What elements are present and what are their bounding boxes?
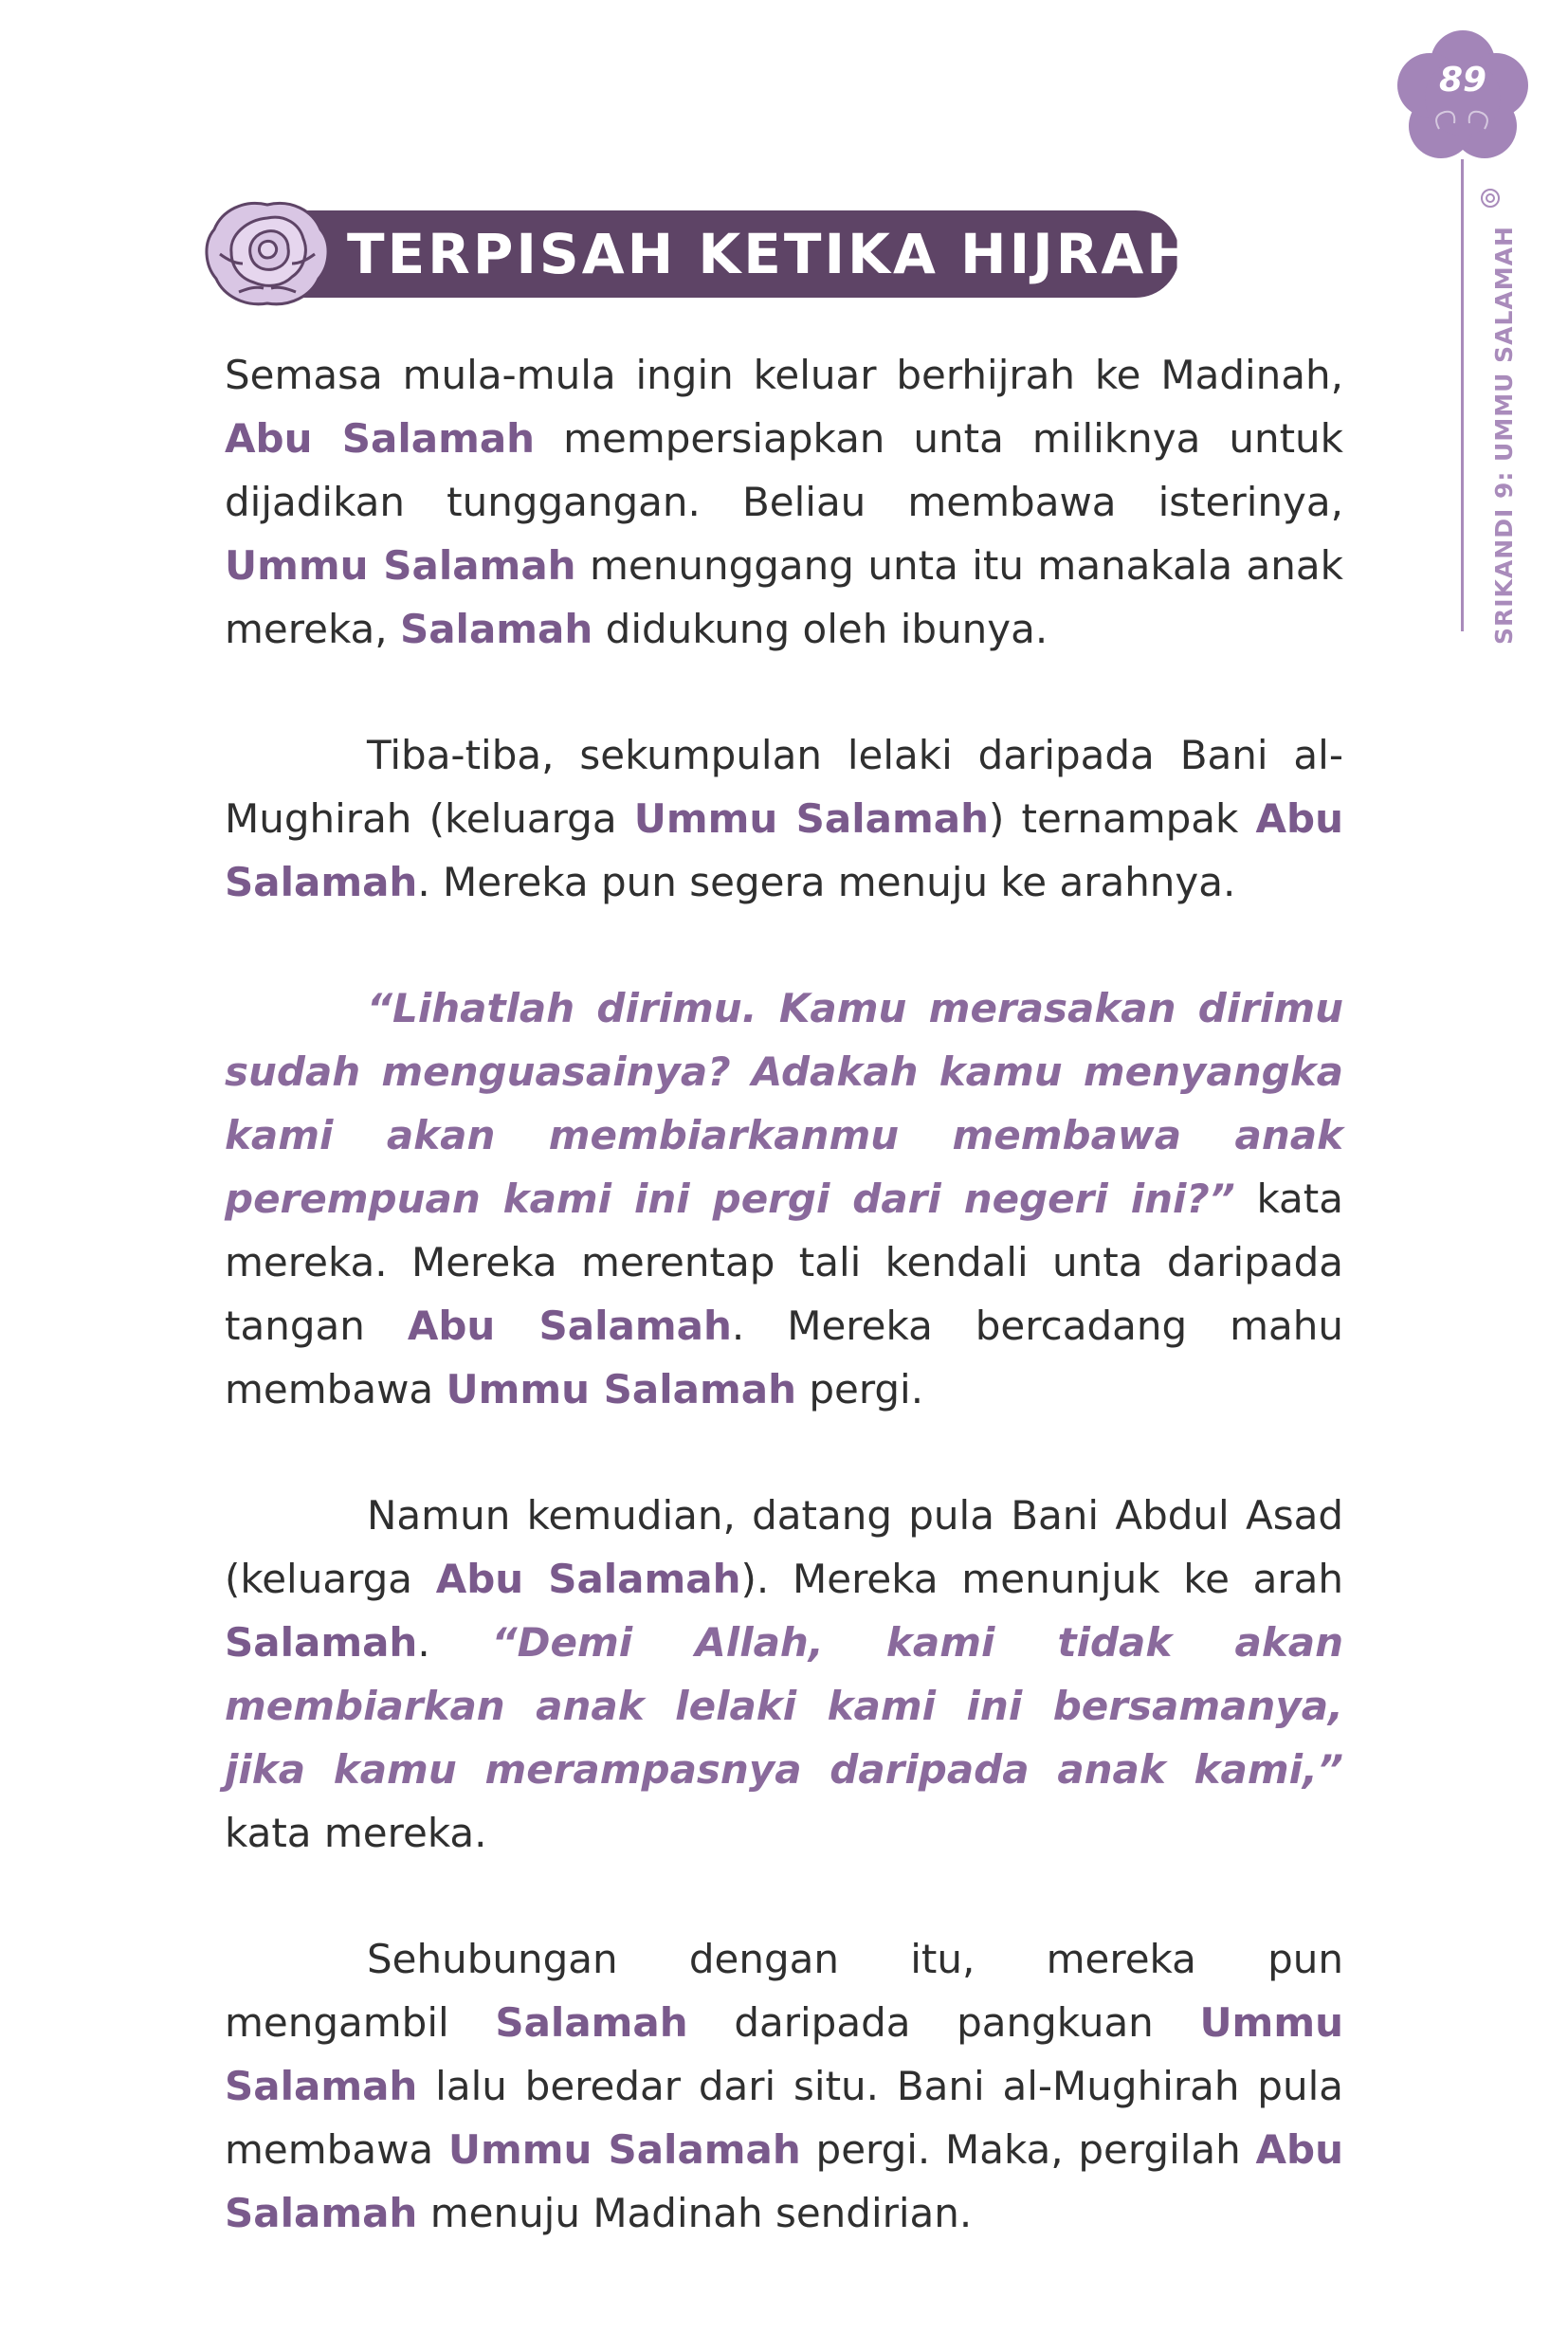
text-run: . Mereka bercadang mahu membawa [225, 1303, 1343, 1412]
quote-text: “Lihatlah dirimu. Kamu merasakan dirimu sudah menguasainya? Adakah kamu menyangka kami akan membiarkanmu membawa anak perempuan kami ini pergi dari negeri ini?” [225, 985, 1343, 1222]
paragraph [225, 1484, 1343, 1865]
text-run: pergi. Maka, pergilah [800, 2126, 1256, 2173]
paragraph [225, 1927, 1343, 2245]
side-divider-line [1461, 159, 1464, 631]
highlight-name: Ummu Salamah [633, 795, 989, 842]
highlight-name: Ummu Salamah [446, 1366, 797, 1412]
body-text [225, 343, 1343, 2245]
highlight-name: Ummu Salamah [225, 542, 576, 589]
highlight-name: Abu Salamah [225, 415, 536, 462]
page-number-badge [1392, 27, 1534, 169]
quote-text: “Demi Allah, kami tidak akan membiarkan anak lelaki kami ini bersamanya, jika kamu merampasnya daripada anak kami,” [225, 1619, 1343, 1793]
text-run: ) ternampak [989, 795, 1256, 842]
text-run: Semasa mula-mula ingin keluar berhijrah ke Madinah, [225, 352, 1343, 398]
highlight-name: Ummu Salamah [225, 1999, 1343, 2109]
highlight-name: Salamah [399, 606, 593, 652]
highlight-name: Salamah [495, 1999, 688, 2046]
highlight-name: Salamah [225, 1619, 418, 1666]
text-run: . Mereka pun segera menuju ke arahnya. [417, 859, 1236, 905]
text-run: menuju Madinah sendirian. [417, 2190, 973, 2236]
text-run: Tiba-tiba, sekumpulan lelaki daripada Bani al-Mughirah (keluarga [225, 732, 1343, 842]
running-title: SRIKANDI 9: UMMU SALAMAH [1490, 226, 1518, 645]
text-run: mempersiapkan unta miliknya untuk dijadikan tunggangan. Beliau membawa isterinya, [225, 415, 1343, 525]
text-run: lalu beredar dari situ. Bani al-Mughirah pula membawa [225, 2063, 1343, 2173]
text-run: Sehubungan dengan itu, mereka pun mengambil [225, 1936, 1343, 2046]
rose-icon [201, 197, 334, 311]
text-run: . [417, 1619, 492, 1666]
section-heading: TERPISAH KETIKA HIJRAH [347, 222, 1195, 286]
highlight-name: Abu Salamah [225, 2126, 1343, 2236]
text-run: didukung oleh ibunya. [593, 606, 1048, 652]
highlight-name: Ummu Salamah [447, 2126, 801, 2173]
text-run: daripada pangkuan [687, 1999, 1200, 2046]
text-run: Namun kemudian, datang pula Bani Abdul Asad (keluarga [225, 1492, 1343, 1602]
paragraph [225, 976, 1343, 1421]
paragraph [225, 343, 1343, 661]
highlight-name: Abu Salamah [225, 795, 1343, 905]
text-run: kata mereka. Mereka merentap tali kendali unta daripada tangan [225, 1176, 1343, 1349]
highlight-name: Abu Salamah [435, 1556, 741, 1602]
text-run: kata mereka. [225, 1810, 487, 1856]
text-run: pergi. [796, 1366, 924, 1412]
paragraph [225, 723, 1343, 914]
page-number: 89 [1438, 61, 1487, 100]
text-run: menunggang unta itu manakala anak mereka, [225, 542, 1343, 652]
highlight-name: Abu Salamah [407, 1303, 732, 1349]
small-flower-icon [1478, 186, 1503, 210]
text-run: ). Mereka menunjuk ke arah [740, 1556, 1344, 1602]
